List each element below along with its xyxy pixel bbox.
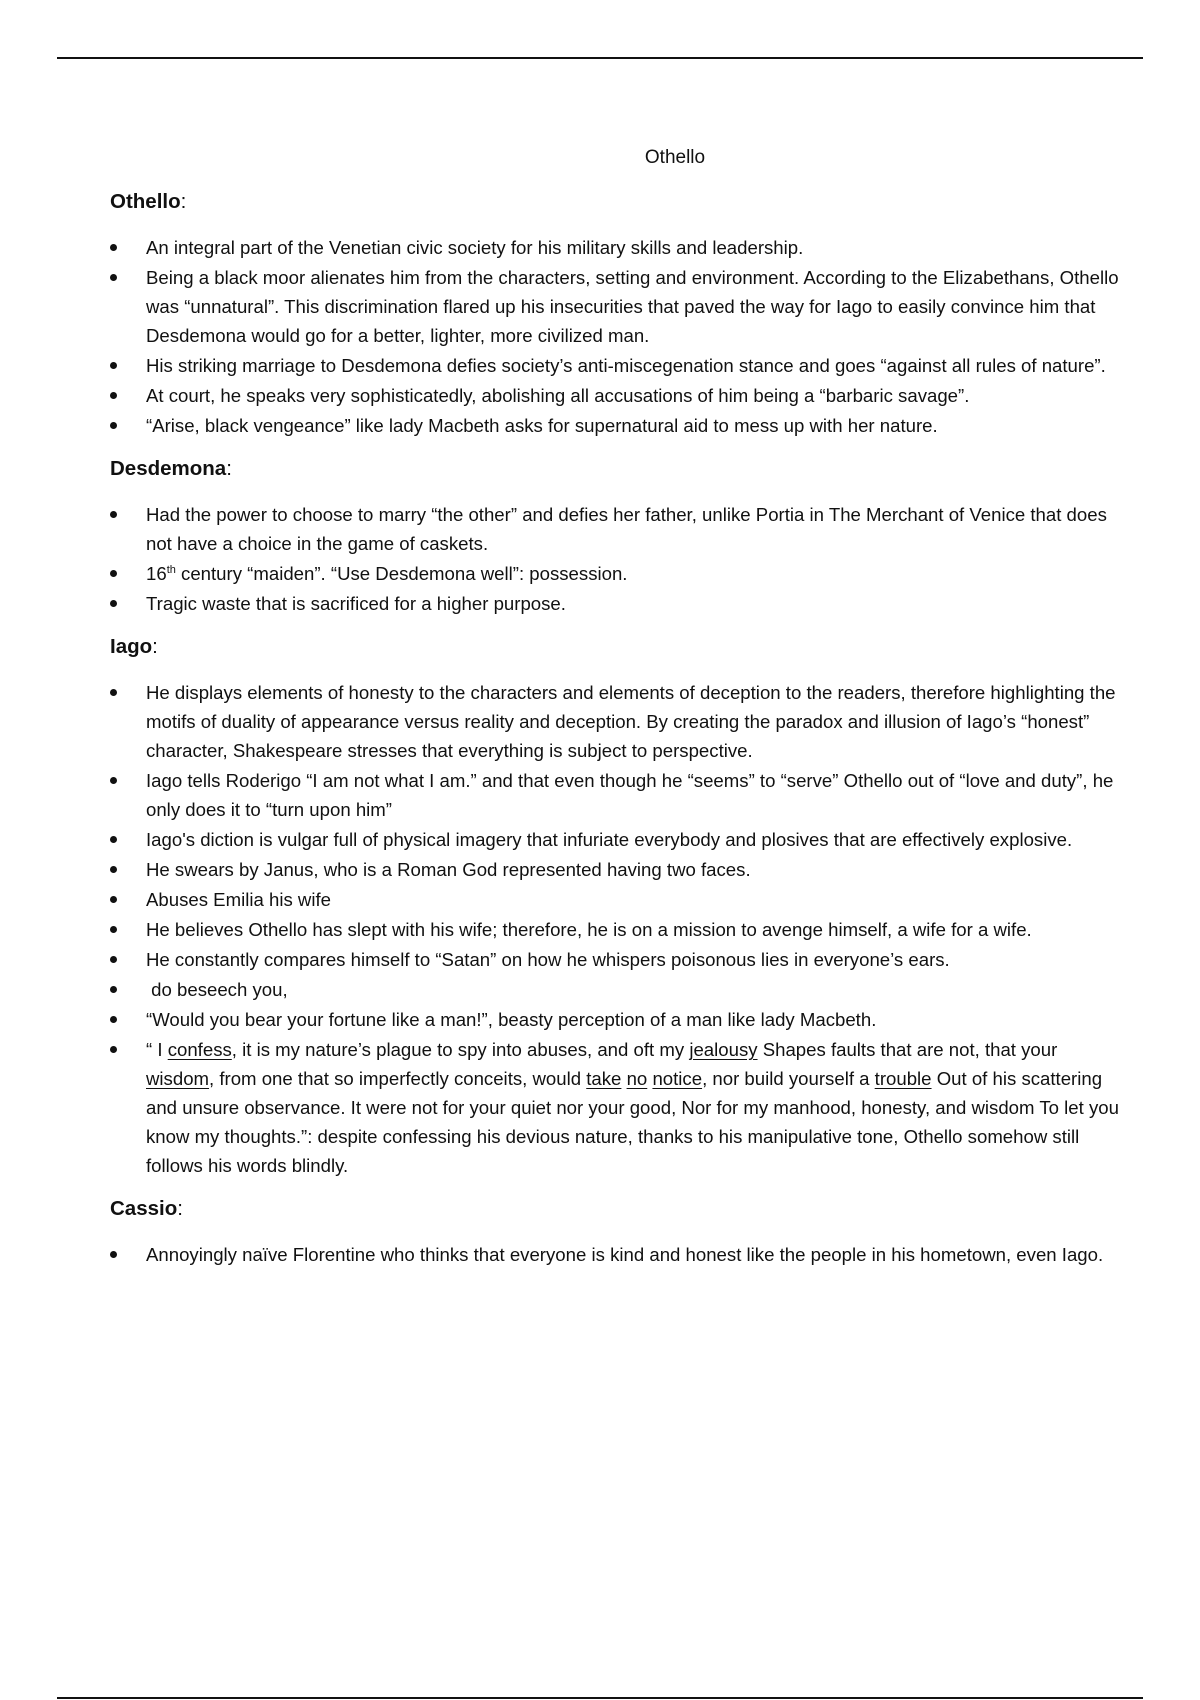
quote-text: Shapes faults that are not, that your <box>757 1039 1058 1060</box>
bullet-icon <box>110 777 117 784</box>
section-heading-cassio: Cassio: <box>110 1197 183 1220</box>
list-item: He believes Othello has slept with his wife; therefore, he is on a mission to avenge himself, a wife for a wife. <box>110 915 1120 944</box>
quote-text: Out of his scattering and unsure observance. It were not for your quiet nor your good, Nor for my manhood, honesty, and wisdom To let you know my thoughts.”: despite confessing his devious nature, thanks to his manipulative tone, Othello somehow still follows his words blindly. <box>146 1068 1119 1176</box>
bullet-icon <box>110 926 117 933</box>
quote-text: “ I <box>146 1039 168 1060</box>
list-item: Had the power to choose to marry “the other” and defies her father, unlike Portia in The Merchant of Venice that does not have a choice in the game of caskets. <box>110 500 1120 558</box>
bullet-icon <box>110 600 117 607</box>
underlined-word: jealousy <box>689 1039 758 1060</box>
bullet-icon <box>110 392 117 399</box>
underlined-word: no <box>626 1068 648 1089</box>
footer-rule <box>57 1697 1143 1699</box>
bullet-icon <box>110 896 117 903</box>
list-item: 16th century “maiden”. “Use Desdemona well”: possession. <box>110 559 1120 588</box>
document-title: Othello <box>644 147 706 168</box>
bullet-list-desdemona <box>110 500 1120 618</box>
underlined-word: take <box>586 1068 622 1089</box>
list-item: He displays elements of honesty to the characters and elements of deception to the readers, therefore highlighting the motifs of duality of appearance versus reality and deception. By creating the paradox and illusion of Iago’s “honest” character, Shakespeare stresses that everything is subject to perspective. <box>110 678 1120 765</box>
bullet-icon <box>110 511 117 518</box>
bullet-icon <box>110 956 117 963</box>
underlined-word: wisdom <box>146 1068 210 1089</box>
list-item: He constantly compares himself to “Satan” on how he whispers poisonous lies in everyone’s ears. <box>110 945 1120 974</box>
list-item: Being a black moor alienates him from the characters, setting and environment. According to the Elizabethans, Othello was “unnatural”. This discrimination flared up his insecurities that paved the way for Iago to easily convince him that Desdemona would go for a better, lighter, more civilized man. <box>110 263 1120 350</box>
list-item: An integral part of the Venetian civic society for his military skills and leadership. <box>110 233 1120 262</box>
bullet-icon <box>110 1046 117 1053</box>
bullet-icon <box>110 689 117 696</box>
bullet-icon <box>110 1251 117 1258</box>
bullet-list-iago <box>110 678 1120 1180</box>
underlined-word: confess <box>167 1039 232 1060</box>
bullet-icon <box>110 274 117 281</box>
header-rule <box>57 57 1143 59</box>
bullet-icon <box>110 422 117 429</box>
quote-with-underlines <box>146 1039 1119 1176</box>
list-item: Abuses Emilia his wife <box>110 885 1120 914</box>
list-item: do beseech you, <box>110 975 1120 1004</box>
list-item: “Arise, black vengeance” like lady Macbeth asks for supernatural aid to mess up with her nature. <box>110 411 1120 440</box>
bullet-icon <box>110 836 117 843</box>
document-body <box>110 143 1120 1283</box>
list-item: Iago tells Roderigo “I am not what I am.” and that even though he “seems” to “serve” Othello out of “love and duty”, he only does it to “turn upon him” <box>110 766 1120 824</box>
quote-text: , it is my nature’s plague to spy into abuses, and oft my <box>231 1039 690 1060</box>
bullet-icon <box>110 244 117 251</box>
bullet-icon <box>110 362 117 369</box>
section-heading-desdemona: Desdemona: <box>110 457 232 480</box>
list-item <box>110 1035 1120 1180</box>
list-item: Iago's diction is vulgar full of physical imagery that infuriate everybody and plosives that are effectively explosive. <box>110 825 1120 854</box>
list-item: Tragic waste that is sacrificed for a higher purpose. <box>110 589 1120 618</box>
bullet-icon <box>110 986 117 993</box>
bullet-list-othello <box>110 233 1120 440</box>
bullet-icon <box>110 866 117 873</box>
underlined-word: notice <box>652 1068 703 1089</box>
section-heading-othello: Othello: <box>110 190 187 213</box>
underlined-word: trouble <box>874 1068 932 1089</box>
bullet-icon <box>110 1016 117 1023</box>
quote-text: , from one that so imperfectly conceits, would <box>209 1068 587 1089</box>
list-item: “Would you bear your fortune like a man!”, beasty perception of a man like lady Macbeth. <box>110 1005 1120 1034</box>
list-item: Annoyingly naïve Florentine who thinks that everyone is kind and honest like the people in his hometown, even Iago. <box>110 1240 1120 1269</box>
bullet-icon <box>110 570 117 577</box>
list-item: At court, he speaks very sophisticatedly, abolishing all accusations of him being a “barbaric savage”. <box>110 381 1120 410</box>
bullet-list-cassio <box>110 1240 1120 1269</box>
list-item: His striking marriage to Desdemona defies society’s anti-miscegenation stance and goes “against all rules of nature”. <box>110 351 1120 380</box>
section-heading-iago: Iago: <box>110 635 158 658</box>
quote-text: , nor build yourself a <box>702 1068 875 1089</box>
list-item: He swears by Janus, who is a Roman God represented having two faces. <box>110 855 1120 884</box>
